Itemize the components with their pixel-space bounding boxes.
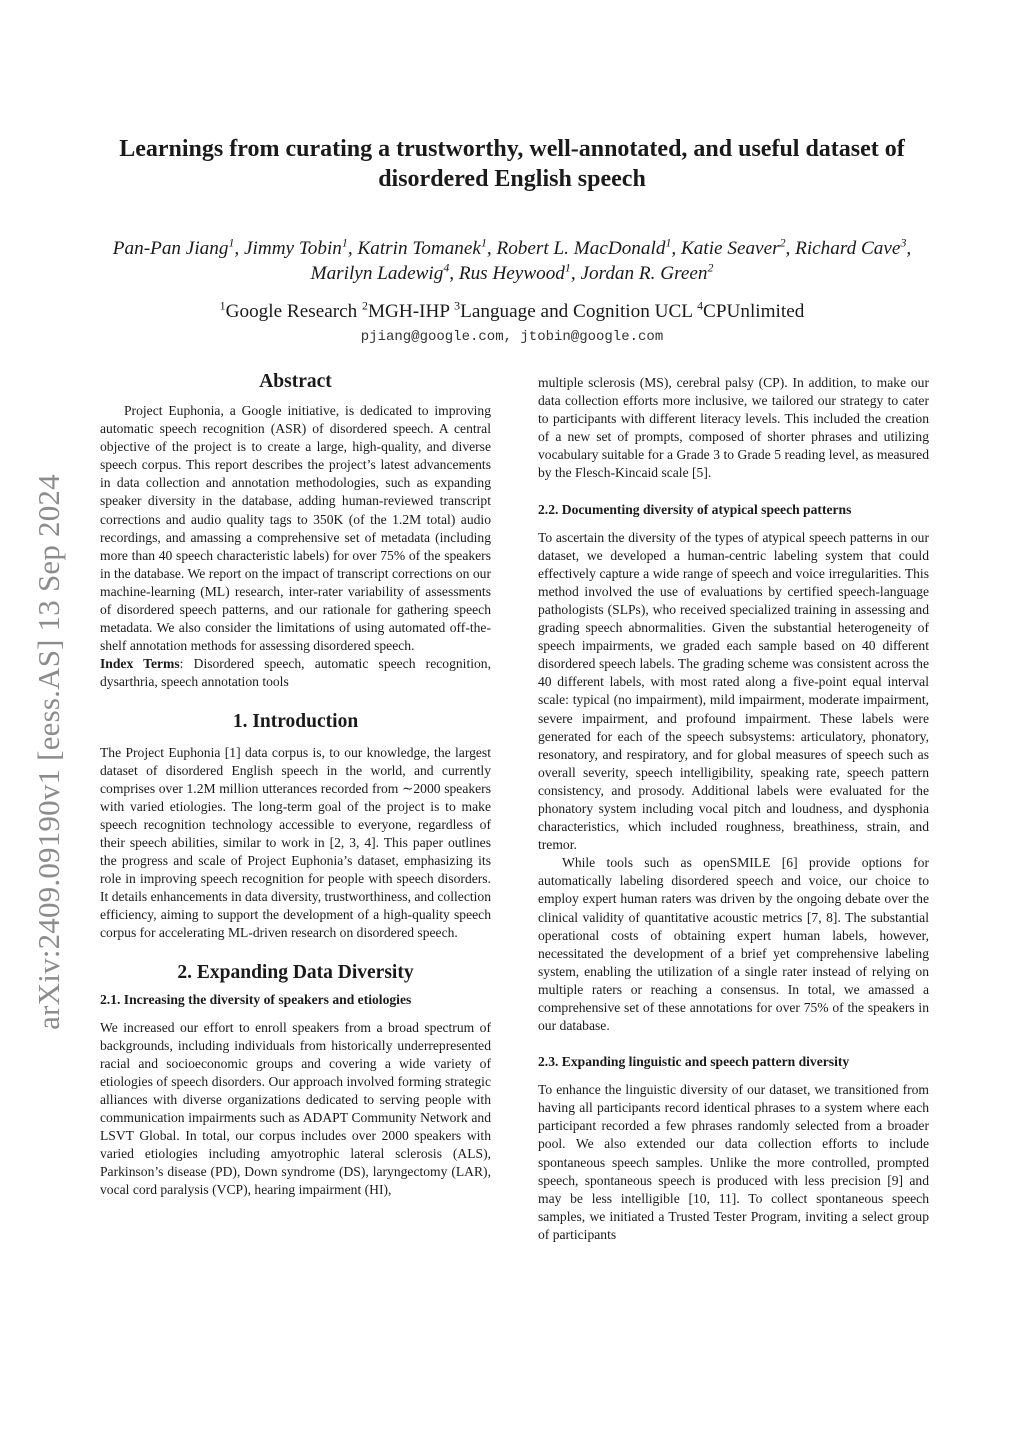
affiliation: CPUnlimited bbox=[703, 301, 805, 322]
section-heading-data-diversity: 2. Expanding Data Diversity bbox=[177, 961, 414, 983]
subsection-2-2-paragraph-1: To ascertain the diversity of the types of atypical speech patterns in our dataset, we developed a human-centric labeling system that could effectively capture a wide range of speech and voice irregularities. This method involved the use of evaluations by certified speech-language pathologists (SLPs), who received specialized training in assessing and grading speech abnormalities. Given the substantial heterogeneity of speech impairments, we graded each sample based on 40 different disordered speech labels. The grading scheme was consistent across the 40 different labels, with most rated along a five-point equal interval scale: typical (no impairment), mild impairment, moderate impairment, severe impairment, and profound impairment. These labels were generated for each of the speech subsystems: articulatory, phonatory, resonatory, and respiratory, and for global measures of speech such as overall severity, speech intelligibility, speaking rate, speech pattern consistency, and prosody. Additional labels were evaluated for the phonatory system including vocal pitch and loudness, and dysphonia characteristics, which included roughness, breathiness, strain, and tremor. bbox=[538, 529, 929, 853]
arxiv-stamp-text: arXiv:2409.09190v1 [eess.AS] 13 Sep 2024 bbox=[31, 474, 66, 1030]
author-emails: pjiang@google.com, jtobin@google.com bbox=[360, 329, 664, 345]
subsection-2-1-continued: multiple sclerosis (MS), cerebral palsy (CP). In addition, to make our data collection efforts more inclusive, we tailored our strategy to cater to participants with different literacy levels. This included the creation of a new set of prompts, composed of shorter phrases and utilizing vocabulary suitable for a Grade 3 to Grade 5 reading level, as measured by the Flesch-Kincaid scale [5]. bbox=[538, 375, 929, 481]
author: Marilyn Ladewig$^4$ bbox=[310, 260, 450, 284]
introduction-body: The Project Euphonia [1] data corpus is, to our knowledge, the largest dataset of disordered English speech in the world, and currently comprises over 1.2M million utterances recorded from ∼2000 speakers with varied etiologies. The long-term goal of the project is to make speech recognition technology accessible to everyone, regardless of their speech abilities, similar to work in [2, 3, 4]. This paper outlines the progress and scale of Project Euphonia’s dataset, emphasizing its role in improving speech recognition for people with speech disorders. It details enhancements in data diversity, trustworthiness, and collection efficiency, aiming to support the development of a high-quality speech corpus for accelerating ML-driven research on disordered speech. bbox=[100, 744, 491, 941]
subsection-2-2-paragraph-2: While tools such as openSMILE [6] provide options for automatically labeling disordered speech and voice, our choice to employ expert human raters was driven by the ongoing debate over the clinical validity of quantitative acoustic metrics [7, 8]. The substantial operational costs of obtaining expert human labels, however, necessitated the development of a brief yet comprehensive labeling system, enabling the utilization of a single rater instead of relying on multiple raters or reaching a consensus. In total, we amassed a comprehensive set of these annotations for over 75% of the speakers in our database. bbox=[538, 855, 929, 1034]
arxiv-stamp bbox=[20, 430, 78, 1070]
author: Pan-Pan Jiang$^1$ bbox=[112, 235, 235, 259]
subsection-heading-2-2: 2.2. Documenting diversity of atypical speech patterns bbox=[538, 501, 852, 517]
author-list: Pan-Pan Jiang$^1$, Jimmy Tobin$^1$, Katrin Tomanek$^1$, Robert L. MacDonald$^1$, Katie Seaver$^2$, Richard Cave$^3$, Marilyn Ladewig$^4$, Rus Heywood$^1$, Jordan R. Green$^2$ bbox=[112, 235, 912, 284]
section-heading-introduction: 1. Introduction bbox=[232, 710, 359, 732]
subsection-heading-2-3: 2.3. Expanding linguistic and speech pattern diversity bbox=[538, 1054, 850, 1070]
author: Robert L. MacDonald$^1$ bbox=[496, 235, 672, 259]
abstract-body: Project Euphonia, a Google initiative, is dedicated to improving automatic speech recognition (ASR) of disordered speech. A central objective of the project is to create a large, high-quality, and diverse speech corpus. This report describes the project’s latest advancements in data collection and annotation methodologies, such as expanding speaker diversity in the database, adding human-reviewed transcript corrections and audio quality tags to 350K (of the 1.2M total) audio recordings, and amassing a comprehensive set of metadata (including more than 40 speech characteristic labels) for over 75% of the speakers in the database. We report on the impact of transcript corrections on our machine-learning (ML) research, inter-rater variability of assessments of disordered speech patterns, and our rationale for gathering speech metadata. We also consider the limitations of using automated off-the-shelf annotation methods for assessing disordered speech. bbox=[100, 403, 491, 654]
author: Jimmy Tobin$^1$ bbox=[243, 235, 348, 259]
author: Rus Heywood$^1$ bbox=[458, 260, 571, 284]
abstract-heading: Abstract bbox=[259, 371, 332, 392]
paper-title: Learnings from curating a trustworthy, well-annotated, and useful dataset of disordered English speech bbox=[119, 136, 905, 192]
affiliation: MGH-IHP bbox=[367, 301, 450, 322]
affiliation: Google Research bbox=[225, 301, 358, 322]
subsection-2-3-body: To enhance the linguistic diversity of our dataset, we transitioned from having all participants record identical phrases to a system where each participant recorded a few phrases randomly selected from a broader pool. We also extended our data collection efforts to include spontaneous speech samples. Unlike the more controlled, prompted speech, spontaneous speech is produced with less precision [9] and may be less intelligible [10, 11]. To collect spontaneous speech samples, we initiated a Trusted Tester Program, inviting a select group of participants bbox=[538, 1082, 929, 1242]
affiliation: Language and Cognition UCL bbox=[460, 301, 693, 322]
affiliations: $^1$Google Research $^2$MGH-IHP $^3$Language and Cognition UCL $^4$CPUnlimited bbox=[219, 298, 805, 322]
right-column bbox=[538, 374, 929, 1244]
author: Jordan R. Green$^2$ bbox=[580, 260, 714, 284]
left-column bbox=[100, 370, 491, 1199]
author: Katie Seaver$^2$ bbox=[680, 235, 786, 259]
index-terms: Index Terms: Disordered speech, automatic speech recognition, dysarthria, speech annotation tools bbox=[100, 656, 491, 690]
subsection-2-1-body: We increased our effort to enroll speakers from a broad spectrum of backgrounds, including individuals from historically underrepresented racial and socioeconomic groups and covering a wide variety of etiologies of speech disorders. Our approach involved forming strategic alliances with diverse organizations dedicated to serving people with communication impairments such as ADAPT Community Network and LSVT Global. In total, our corpus includes over 2000 speakers with varied etiologies including amyotrophic lateral sclerosis (ALS), Parkinson’s disease (PD), Down syndrome (DS), laryngectomy (LAR), vocal cord paralysis (VCP), hearing impairment (HI), bbox=[100, 1019, 491, 1198]
author: Richard Cave$^3$ bbox=[795, 235, 907, 259]
author: Katrin Tomanek$^1$ bbox=[357, 235, 487, 259]
subsection-heading-2-1: 2.1. Increasing the diversity of speakers and etiologies bbox=[100, 991, 412, 1007]
